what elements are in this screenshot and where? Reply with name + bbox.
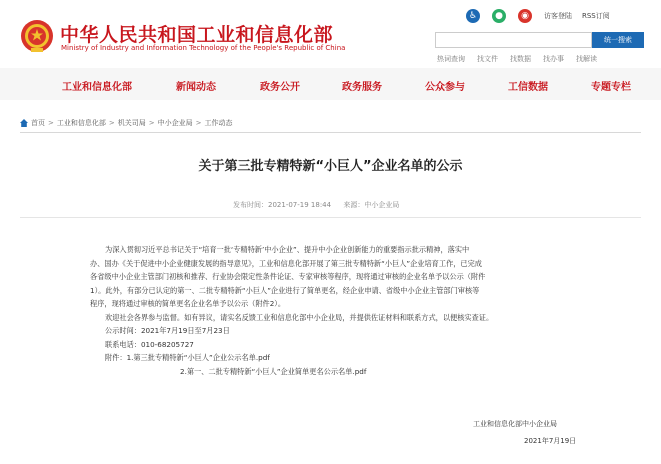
nav-item-gov-affairs[interactable]: 政务公开	[260, 82, 300, 93]
hotword-link[interactable]: 找数据	[510, 55, 531, 63]
weibo-icon[interactable]: ◉	[518, 9, 532, 23]
breadcrumb-separator: >	[148, 119, 155, 127]
publicity-period: 公示时间：2021年7月19日至7月23日	[105, 326, 230, 335]
body-line: 欢迎社会各界参与监督。如有异议，请实名反馈工业和信息化部中小企业局，并提供佐证材料和联系方式，以便核实查证。	[105, 312, 494, 322]
search-input[interactable]	[435, 32, 592, 48]
visitor-login-link[interactable]: 访客登陆	[544, 12, 572, 20]
breadcrumb-separator: >	[108, 119, 115, 127]
hotword-label: 热词查询	[437, 55, 465, 63]
breadcrumb-item[interactable]: 工业和信息化部	[56, 119, 106, 127]
nav-item-services[interactable]: 政务服务	[342, 82, 382, 93]
breadcrumb-item[interactable]: 机关司局	[117, 119, 146, 127]
body-line: 办、国办《关于促进中小企业健康发展的指导意见》，工业和信息化部开展了第三批专精特新“小巨人”企业培育工作，已完成	[90, 258, 482, 268]
accessibility-icon[interactable]: ♿	[466, 9, 480, 23]
hotword-link[interactable]: 找办事	[543, 55, 564, 63]
article-body	[90, 243, 600, 378]
article-source: 来源：中小企业局	[343, 201, 400, 209]
breadcrumb	[20, 118, 233, 128]
rss-link[interactable]: RSS订阅	[582, 12, 610, 20]
breadcrumb-item[interactable]: 工作动态	[204, 119, 233, 127]
breadcrumb-divider	[20, 132, 641, 133]
header-tools	[466, 8, 620, 24]
article-title: 关于第三批专精特新“小巨人”企业名单的公示	[198, 159, 463, 174]
site-title[interactable]: 中华人民共和国工业和信息化部	[60, 24, 334, 46]
hotword-link[interactable]: 找解读	[576, 55, 597, 63]
breadcrumb-item[interactable]: 首页	[31, 119, 45, 127]
meta-divider	[20, 217, 641, 218]
nav-item-news[interactable]: 新闻动态	[176, 82, 216, 93]
body-line: 为深入贯彻习近平总书记关于“培育一批‘专精特新’中小企业”、提升中小企业创新能力的重要指示批示精神，落实中	[105, 245, 470, 254]
signature-date: 2021年7月19日	[524, 437, 577, 445]
site-subtitle: Ministry of Industry and Information Technology of the People's Republic of China	[61, 44, 346, 52]
publish-time: 发布时间：2021-07-19 18:44	[233, 201, 332, 209]
main-nav	[0, 68, 661, 100]
breadcrumb-separator: >	[195, 119, 202, 127]
hotword-link[interactable]: 找文件	[477, 55, 498, 63]
nav-item-miit[interactable]: 工业和信息化部	[62, 82, 132, 93]
search-button[interactable]: 统一搜索	[592, 32, 644, 48]
breadcrumb-separator: >	[48, 119, 54, 127]
nav-item-participation[interactable]: 公众参与	[425, 82, 465, 93]
site-header	[0, 0, 661, 68]
nav-item-data[interactable]: 工信数据	[508, 82, 548, 93]
national-emblem-icon[interactable]	[20, 18, 54, 54]
body-line: 1）。此外，有部分已认定的第一、二批专精特新“小巨人”企业进行了简单更名，经企业申请、省级中小企业主管部门审核等	[90, 285, 480, 295]
article-meta	[233, 200, 409, 210]
breadcrumb-item[interactable]: 中小企业局	[157, 119, 193, 127]
body-line: 各省级中小企业主管部门初核和推荐、行业协会限定性条件论证、专家审核等程序，现将通过审核的企业名单予以公示（附件	[90, 272, 486, 281]
attachment-link-1[interactable]: 附件：1.第三批专精特新“小巨人”企业公示名单.pdf	[105, 353, 270, 362]
hotwords	[437, 54, 609, 64]
signature-org: 工业和信息化部中小企业局	[473, 420, 557, 428]
body-line: 程序，现将通过审核的简单更名企业名单予以公示（附件2）。	[90, 299, 286, 308]
attachment-link-2[interactable]: 2.第一、二批专精特新“小巨人”企业简单更名公示名单.pdf	[180, 366, 367, 376]
home-icon	[20, 119, 28, 127]
contact-phone: 联系电话：010-68205727	[105, 339, 194, 349]
wechat-icon[interactable]: ●	[492, 9, 506, 23]
nav-item-topics[interactable]: 专题专栏	[591, 82, 631, 93]
